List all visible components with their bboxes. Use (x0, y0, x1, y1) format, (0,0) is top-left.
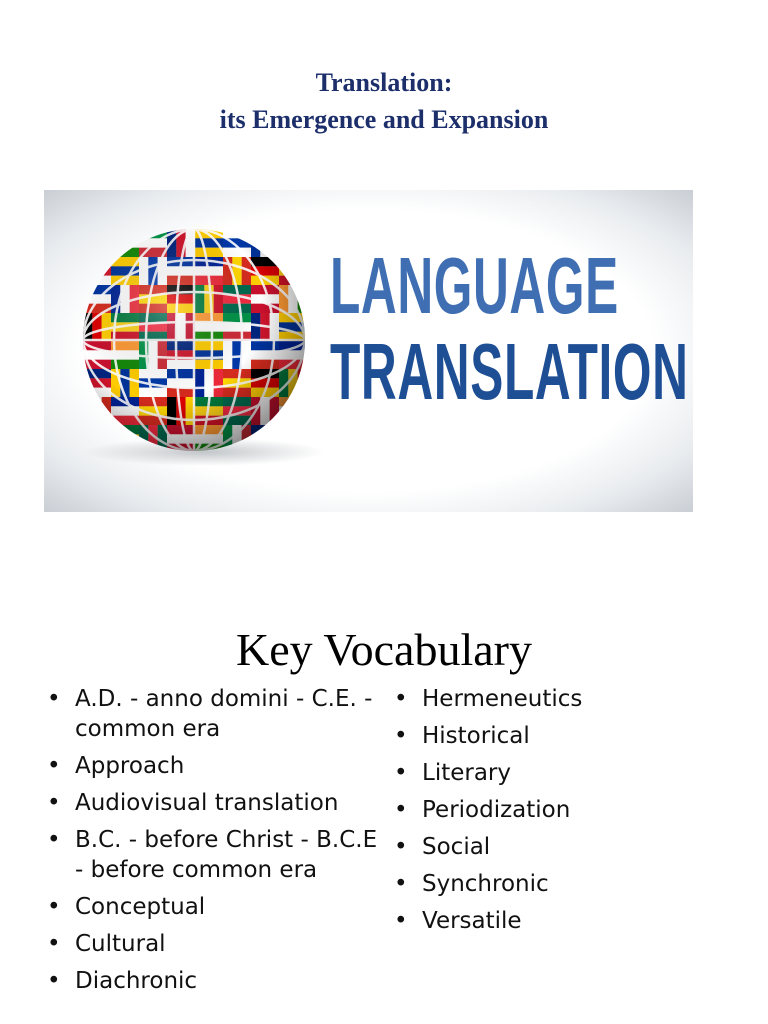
vocabulary-item: • Diachronic (45, 966, 385, 996)
banner-line-2: TRANSLATION (330, 327, 689, 416)
vocabulary-item: • A.D. - anno domini - C.E. - common era (45, 684, 385, 744)
vocabulary-item: • Conceptual (45, 892, 385, 922)
vocabulary-item: • Approach (45, 751, 385, 781)
banner-line-1: LANGUAGE (330, 241, 619, 330)
vocabulary-item: • Periodization (392, 795, 652, 825)
document-title (0, 64, 768, 138)
vocabulary-item: • Audiovisual translation (45, 788, 385, 818)
vocabulary-item: • B.C. - before Christ - B.C.E - before common era (45, 825, 385, 885)
banner-wordmark (330, 241, 689, 416)
key-vocabulary-heading: Key Vocabulary (236, 624, 532, 675)
vocabulary-item: • Literary (392, 758, 652, 788)
language-translation-banner (44, 190, 693, 512)
vocabulary-item: • Synchronic (392, 869, 652, 899)
vocabulary-item: • Versatile (392, 906, 652, 936)
vocabulary-list-column-1 (45, 684, 385, 1003)
vocabulary-item: • Social (392, 832, 652, 862)
title-line-1: Translation: (315, 68, 453, 97)
vocabulary-list-column-2 (392, 684, 652, 943)
vocabulary-item: • Historical (392, 721, 652, 751)
vocabulary-item: • Cultural (45, 929, 385, 959)
title-line-2: its Emergence and Expansion (219, 105, 549, 134)
vocabulary-item: • Hermeneutics (392, 684, 652, 714)
